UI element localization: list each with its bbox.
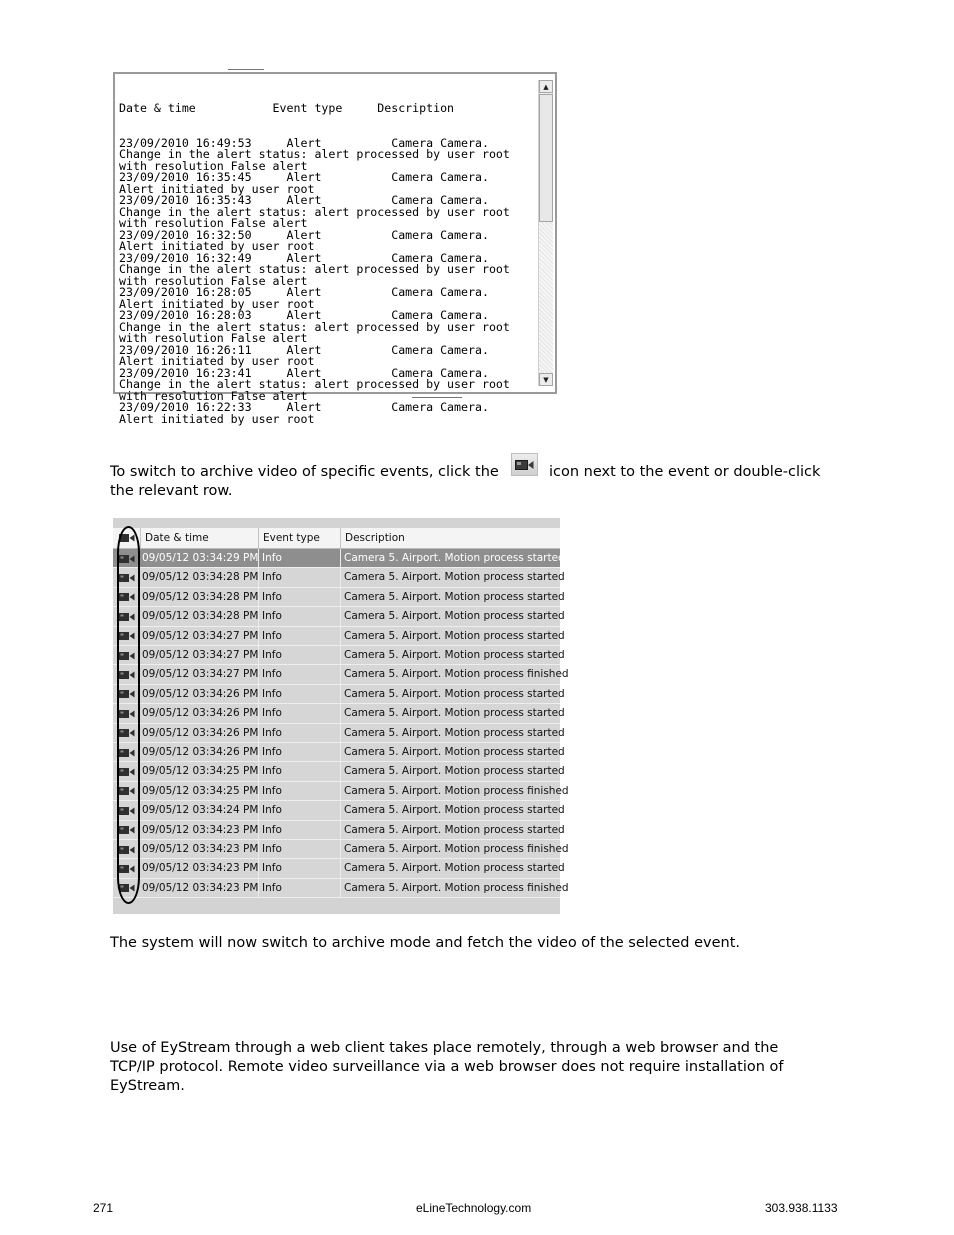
log-line: Alert initiated by user root [119, 181, 315, 196]
table-row[interactable] [113, 646, 565, 665]
camera-icon[interactable] [119, 882, 136, 895]
cell-date: 09/05/12 03:34:27 PM [141, 665, 259, 684]
cell-description: Camera 5. Airport. Motion process started [344, 552, 565, 564]
cell-date: 09/05/12 03:34:23 PM [141, 859, 259, 878]
cell-event-type: Info [259, 607, 341, 626]
table-row[interactable] [113, 549, 565, 568]
row-icon-cell [113, 782, 141, 801]
footer-website: eLineTechnology.com [416, 1201, 532, 1215]
row-icon-cell [113, 627, 141, 646]
cell-event-type: Info [259, 821, 341, 840]
cell-event-type: Info [259, 549, 341, 568]
log-line: Alert initiated by user root [119, 296, 315, 311]
table-row[interactable] [113, 801, 565, 820]
cell-date: 09/05/12 03:34:25 PM [141, 782, 259, 801]
crop-edge-top [228, 69, 264, 70]
cell-description: Camera 5. Airport. Motion process started [344, 765, 565, 778]
footer-phone: 303.938.1133 [765, 1201, 838, 1215]
camera-icon[interactable] [119, 571, 136, 584]
log-line: Change in the alert status: alert processed by user root [119, 204, 510, 219]
camera-icon[interactable] [119, 668, 136, 681]
log-line: 23/09/2010 16:26:11 Alert Camera Camera. [119, 342, 489, 357]
log-line: with resolution False alert [119, 158, 308, 173]
row-icon-cell [113, 685, 141, 704]
column-header-type[interactable]: Event type [259, 528, 341, 548]
log-scrollbar[interactable] [538, 80, 553, 386]
archive-instruction-cont [549, 463, 839, 482]
camera-icon[interactable] [119, 630, 136, 643]
archive-text-part3: the relevant row. [110, 483, 233, 499]
cell-description: Camera 5. Airport. Motion process finished [344, 668, 569, 681]
log-line: Alert initiated by user root [119, 354, 315, 368]
camera-icon[interactable] [119, 746, 136, 759]
log-line: 23/09/2010 16:32:49 Alert Camera Camera. [119, 250, 489, 265]
log-lines [119, 135, 539, 426]
table-row[interactable] [113, 879, 569, 898]
log-line: with resolution False alert [119, 331, 308, 345]
cell-date: 09/05/12 03:34:28 PM [141, 607, 259, 626]
cell-event-type: Info [259, 840, 341, 859]
log-line: Change in the alert status: alert processed by user root [119, 377, 510, 391]
row-icon-cell [113, 607, 141, 626]
event-log-text [119, 80, 539, 426]
cell-description: Camera 5. Airport. Motion process finished [344, 784, 569, 797]
log-line: Change in the alert status: alert processed by user root [119, 319, 510, 334]
camera-icon [119, 533, 135, 543]
web-client-line2: TCP/IP protocol. Remote video surveillance via a web browser does not require installation of [110, 1059, 784, 1075]
camera-icon[interactable] [119, 862, 136, 875]
row-icon-cell [113, 646, 141, 665]
archive-text-part2: icon next to the event or double-click [549, 464, 821, 480]
log-line: 23/09/2010 16:35:45 Alert Camera Camera. [119, 170, 489, 184]
cell-date: 09/05/12 03:34:25 PM [141, 762, 259, 781]
web-client-line1: Use of EyStream through a web client takes place remotely, through a web browser and the [110, 1040, 779, 1056]
row-icon-cell [113, 743, 141, 762]
camera-icon[interactable] [119, 649, 136, 662]
cell-date: 09/05/12 03:34:26 PM [141, 724, 259, 743]
row-icon-cell [113, 879, 141, 898]
cell-event-type: Info [259, 801, 341, 820]
camera-icon[interactable] [119, 707, 136, 720]
table-row[interactable] [113, 588, 565, 607]
log-line: with resolution False alert [119, 216, 308, 230]
cell-date: 09/05/12 03:34:23 PM [141, 821, 259, 840]
column-header-description[interactable]: Description [345, 532, 405, 544]
arrow-down-icon[interactable]: ▼ [539, 373, 553, 386]
cell-event-type: Info [259, 588, 341, 607]
table-row[interactable] [113, 782, 569, 801]
log-line: Alert initiated by user root [119, 411, 315, 426]
table-row[interactable] [113, 859, 565, 878]
camera-icon[interactable] [119, 843, 136, 856]
cell-description: Camera 5. Airport. Motion process started [344, 571, 565, 584]
row-icon-cell [113, 588, 141, 607]
cell-event-type: Info [259, 627, 341, 646]
web-client-paragraph [110, 1039, 840, 1096]
table-row[interactable] [113, 762, 565, 781]
log-header: Date & time Event type Description [119, 101, 455, 115]
cell-description: Camera 5. Airport. Motion process started [344, 687, 565, 700]
table-row[interactable] [113, 743, 565, 762]
cell-event-type: Info [259, 879, 341, 898]
table-header [113, 528, 560, 549]
cell-date: 09/05/12 03:34:26 PM [141, 704, 259, 723]
log-line: 23/09/2010 16:32:50 Alert Camera Camera. [119, 227, 489, 242]
row-icon-cell [113, 549, 141, 568]
table-row[interactable] [113, 685, 565, 704]
camera-icon[interactable] [119, 610, 136, 623]
log-line: with resolution False alert [119, 273, 308, 288]
row-icon-cell [113, 724, 141, 743]
log-line: 23/09/2010 16:28:05 Alert Camera Camera. [119, 285, 489, 299]
archive-text-part1: To switch to archive video of specific events, click the [110, 464, 499, 480]
table-row[interactable] [113, 627, 565, 646]
arrow-up-icon[interactable]: ▲ [539, 80, 553, 93]
cell-date: 09/05/12 03:34:27 PM [141, 627, 259, 646]
log-line: with resolution False alert [119, 388, 308, 403]
cell-description: Camera 5. Airport. Motion process started [344, 746, 565, 758]
table-row[interactable] [113, 704, 565, 723]
cell-description: Camera 5. Airport. Motion process started [344, 610, 565, 623]
cell-event-type: Info [259, 743, 341, 762]
cell-description: Camera 5. Airport. Motion process finished [344, 881, 569, 894]
cell-description: Camera 5. Airport. Motion process started [344, 590, 565, 603]
cell-event-type: Info [259, 665, 341, 684]
header-icon-cell [113, 528, 141, 548]
cell-event-type: Info [259, 782, 341, 801]
crop-edge-bottom [412, 397, 462, 398]
cell-date: 09/05/12 03:34:29 PM [141, 549, 259, 568]
cell-event-type: Info [259, 859, 341, 878]
cell-date: 09/05/12 03:34:24 PM [141, 801, 259, 820]
table-row[interactable] [113, 665, 569, 684]
cell-date: 09/05/12 03:34:23 PM [141, 840, 259, 859]
row-icon-cell [113, 568, 141, 587]
table-row[interactable] [113, 724, 565, 743]
cell-description: Camera 5. Airport. Motion process started [344, 629, 565, 642]
camera-icon[interactable] [119, 765, 136, 778]
log-line: 23/09/2010 16:28:03 Alert Camera Camera. [119, 308, 489, 322]
row-icon-cell [113, 665, 141, 684]
row-icon-cell [113, 859, 141, 878]
archive-instruction-line2 [110, 482, 840, 501]
camera-icon[interactable] [119, 824, 136, 837]
cell-event-type: Info [259, 568, 341, 587]
cell-event-type: Info [259, 685, 341, 704]
archive-mode-paragraph [110, 934, 840, 953]
camera-icon [511, 453, 538, 476]
scroll-thumb[interactable] [539, 94, 553, 222]
log-line: Alert initiated by user root [119, 239, 315, 253]
archive-mode-text: The system will now switch to archive mode and fetch the video of the selected event. [110, 935, 741, 951]
row-icon-cell [113, 801, 141, 820]
log-line: Change in the alert status: alert processed by user root [119, 262, 510, 276]
cell-description: Camera 5. Airport. Motion process started [344, 862, 565, 875]
camera-icon[interactable] [119, 804, 136, 817]
camera-icon[interactable] [119, 688, 136, 701]
cell-date: 09/05/12 03:34:28 PM [141, 568, 259, 587]
row-icon-cell [113, 762, 141, 781]
events-table [113, 518, 569, 914]
log-line: Change in the alert status: alert processed by user root [119, 147, 510, 161]
event-log-window [113, 72, 557, 426]
cell-date: 09/05/12 03:34:23 PM [141, 879, 259, 898]
cell-description: Camera 5. Airport. Motion process started [344, 823, 565, 836]
cell-description: Camera 5. Airport. Motion process started [344, 707, 565, 720]
web-client-line3: EyStream. [110, 1078, 185, 1094]
cell-date: 09/05/12 03:34:28 PM [141, 588, 259, 607]
cell-description: Camera 5. Airport. Motion process started [344, 804, 565, 817]
camera-icon[interactable] [119, 727, 136, 740]
log-line: 23/09/2010 16:49:53 Alert Camera Camera. [119, 135, 489, 150]
log-line: 23/09/2010 16:35:43 Alert Camera Camera. [119, 193, 489, 207]
cell-date: 09/05/12 03:34:27 PM [141, 646, 259, 665]
column-header-date[interactable]: Date & time [141, 528, 259, 548]
table-row[interactable] [113, 568, 565, 587]
log-line: 23/09/2010 16:23:41 Alert Camera Camera. [119, 365, 489, 380]
cell-event-type: Info [259, 704, 341, 723]
row-icon-cell [113, 840, 141, 859]
camera-icon[interactable] [119, 785, 136, 798]
cell-description: Camera 5. Airport. Motion process finished [344, 843, 569, 855]
cell-event-type: Info [259, 646, 341, 665]
cell-description: Camera 5. Airport. Motion process started [344, 726, 565, 739]
cell-event-type: Info [259, 724, 341, 743]
cell-date: 09/05/12 03:34:26 PM [141, 743, 259, 762]
cell-date: 09/05/12 03:34:26 PM [141, 685, 259, 704]
row-icon-cell [113, 704, 141, 723]
cell-event-type: Info [259, 762, 341, 781]
log-line: 23/09/2010 16:22:33 Alert Camera Camera. [119, 400, 489, 414]
camera-icon[interactable] [119, 591, 136, 604]
camera-icon[interactable] [119, 552, 136, 565]
table-row[interactable] [113, 840, 569, 859]
cell-description: Camera 5. Airport. Motion process started [344, 649, 565, 661]
row-icon-cell [113, 821, 141, 840]
table-row[interactable] [113, 821, 565, 840]
page-number: 271 [93, 1201, 114, 1215]
table-row[interactable] [113, 607, 565, 626]
